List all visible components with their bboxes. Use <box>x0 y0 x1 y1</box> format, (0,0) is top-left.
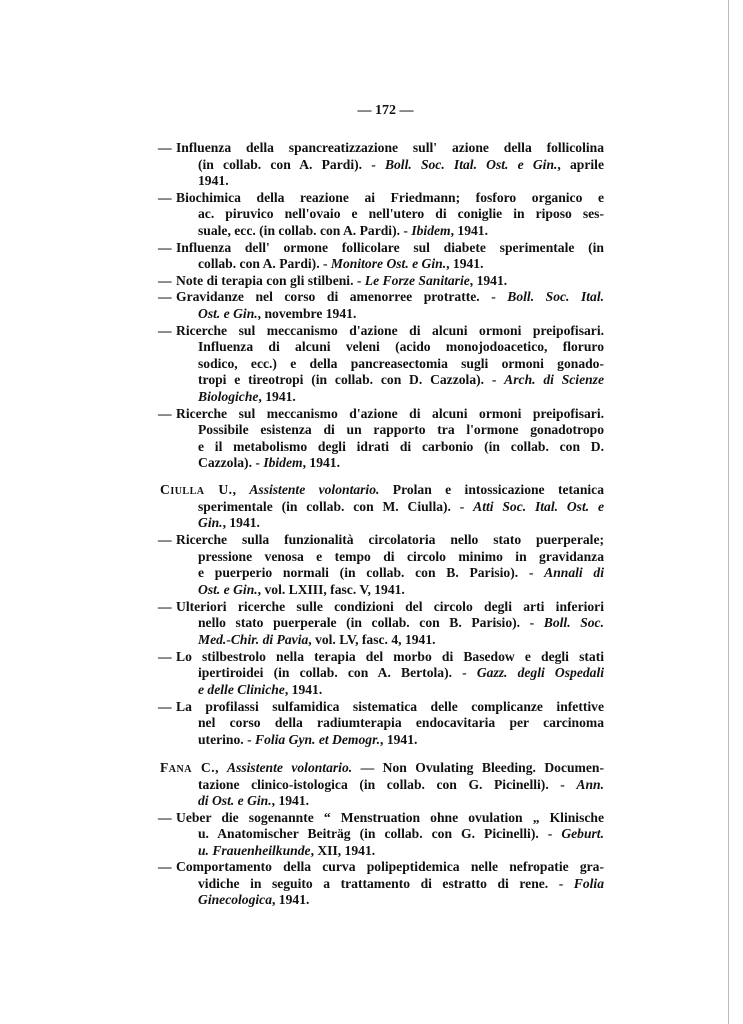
text-segment: Ricerche sul meccanismo d'azione di alcuni ormoni preipofisari. <box>176 405 604 421</box>
entry-line <box>198 223 604 239</box>
entry-line <box>198 422 604 438</box>
text-segment: Ricerche sulla funzionalità circolatoria nello stato puerperale; <box>176 532 604 547</box>
entry-line <box>198 206 604 222</box>
text-segment: Note di terapia con gli stilbeni. - <box>176 272 365 288</box>
text-segment: Possibile esistenza di un rapporto tra l'ormone gonadotropo <box>198 422 604 438</box>
text-segment: , 1941. <box>302 455 340 471</box>
journal-title: Monitore Ost. e Gin. <box>330 256 447 272</box>
entry-dash: — <box>158 189 172 205</box>
entry-line <box>198 372 604 388</box>
text-segment: , aprile <box>557 156 604 172</box>
text-segment: tropi e tireotropi (in collab. con D. Cazzola). - <box>198 372 505 388</box>
journal-title: Ann. <box>576 776 604 792</box>
journal-title: Boll. Soc. Ital. Ost. e Gin. <box>384 156 558 172</box>
entry-first-line <box>176 323 604 339</box>
entry-first-line <box>176 649 604 665</box>
entry-first-line <box>176 599 604 615</box>
journal-title: Gazz. degli Ospedali <box>476 665 605 681</box>
entry-line <box>198 682 604 698</box>
journal-title: Folia <box>573 875 604 891</box>
entry-first-line <box>176 240 604 256</box>
entry-line <box>198 777 604 793</box>
text-segment: vidiche in seguito a trattamento di estratto di rene. - <box>198 875 574 891</box>
text-segment: , 1941. <box>222 515 260 531</box>
entry-first-line <box>160 760 604 776</box>
entry-first-line <box>160 482 604 498</box>
entry-dash: — <box>158 859 172 874</box>
text-segment: , vol. LV, fasc. 4, 1941. <box>308 632 436 648</box>
text-segment: nello stato puerperale (in collab. con B. Parisio). - <box>198 615 544 631</box>
text-segment: — Non Ovulating Bleeding. Documen- <box>352 760 605 775</box>
text-segment: Cazzola). - <box>198 455 264 471</box>
text-segment: collab. con A. Pardi). - <box>198 256 331 272</box>
text-segment: uterino. - <box>198 732 256 748</box>
journal-title: Gin. <box>198 515 223 531</box>
journal-title: Ost. e Gin. <box>198 306 258 321</box>
text-segment: , <box>232 482 250 497</box>
entry-line <box>198 455 604 471</box>
text-segment: , novembre 1941. <box>257 306 357 321</box>
journal-title: Assistente volontario. <box>227 760 353 775</box>
text-segment: e il metabolismo degli idrati di carbonio (in collab. con D. <box>198 438 604 454</box>
journal-title: Boll. Soc. Ital. <box>507 289 604 305</box>
entry-line <box>198 582 604 598</box>
text-segment: Influenza della spancreatizzazione sull' azione della follicolina <box>176 140 604 155</box>
text-segment: (in collab. con A. Pardi). - <box>198 156 385 172</box>
journal-title: Geburt. <box>561 826 604 841</box>
entry-dash: — <box>158 809 172 825</box>
entry-line <box>198 256 604 272</box>
text-segment: suale, ecc. (in collab. con A. Pardi). - <box>198 223 412 238</box>
entry-line <box>198 632 604 648</box>
text-segment: tazione clinico-istologica (in collab. con G. Picinelli). - <box>198 776 577 792</box>
text-segment: , 1941. <box>469 272 508 288</box>
entry-line <box>198 356 604 372</box>
entry-dash: — <box>158 698 172 714</box>
journal-title: Le Forze Sanitarie <box>364 272 470 288</box>
text-segment: , XII, 1941. <box>310 842 376 858</box>
entry-line <box>198 173 604 189</box>
entry-line <box>198 549 604 565</box>
entry-first-line <box>176 289 604 305</box>
journal-title: Ibidem <box>263 455 303 471</box>
entry-first-line <box>176 532 604 548</box>
journal-title: Ibidem <box>411 223 451 238</box>
text-segment: , 1941. <box>450 223 488 238</box>
journal-title: Annali di <box>544 565 604 581</box>
entry-line <box>198 439 604 455</box>
text-segment: , <box>215 760 227 775</box>
entry-dash: — <box>158 322 172 338</box>
text-segment: Lo stilbestrolo nella terapia del morbo di Basedow e degli stati <box>176 648 604 664</box>
entry-first-line <box>176 140 604 156</box>
author-name: Fana C. <box>160 760 216 775</box>
entry-first-line <box>176 273 604 289</box>
entry-dash: — <box>158 140 172 155</box>
entry-line <box>198 876 604 892</box>
entry-line <box>198 615 604 631</box>
text-segment: pressione venosa e tempo di circolo minimo in gravidanza <box>198 548 604 564</box>
entry-line <box>198 157 604 173</box>
text-segment: sperimentale (in collab. con M. Ciulla). - <box>198 498 474 514</box>
entry-first-line <box>176 699 604 715</box>
entry-line <box>198 732 604 748</box>
entry-line <box>198 793 604 809</box>
text-segment: ac. piruvico nell'ovaio e nell'utero di coniglie in riposo ses- <box>198 206 604 222</box>
entry-line <box>198 843 604 859</box>
text-segment: e puerperio normali (in collab. con B. Parisio). - <box>198 565 545 581</box>
text-segment: 1941. <box>198 173 229 189</box>
text-segment: ipertiroidei (in collab. con A. Bertola). - <box>198 665 477 681</box>
entry-line <box>198 339 604 355</box>
journal-title: Biologiche <box>198 389 259 404</box>
entry-line <box>198 499 604 515</box>
text-segment: , 1941. <box>284 682 323 698</box>
text-segment: Prolan e intossicazione tetanica <box>379 482 605 497</box>
entry-line <box>198 565 604 581</box>
entry-line <box>198 892 604 908</box>
journal-title: Ginecologica <box>198 892 272 907</box>
text-segment: Ueber die sogenannte “ Menstruation ohne ovulation „ Klinische <box>176 809 604 825</box>
entry-line <box>198 826 604 842</box>
journal-title: Arch. di Scienze <box>504 372 604 388</box>
text-segment: , 1941. <box>446 256 484 272</box>
entry-dash: — <box>158 532 172 547</box>
text-segment: Influenza dell' ormone follicolare sul diabete sperimentale (in <box>176 239 604 255</box>
journal-title: Assistente volontario. <box>249 482 380 497</box>
entry-line <box>198 715 604 731</box>
journal-title: Boll. Soc. <box>543 615 604 631</box>
entry-line <box>198 306 604 322</box>
text-segment: , 1941. <box>258 389 296 404</box>
text-segment: , 1941. <box>380 732 418 748</box>
journal-title: Med.-Chir. di Pavia <box>198 632 309 648</box>
entry-dash: — <box>158 648 172 664</box>
text-segment: sodico, ecc.) e della pancreasectomia sugli ormoni gonado- <box>198 355 604 371</box>
page-number: — 172 — <box>357 103 414 118</box>
entry-first-line <box>176 859 604 875</box>
journal-title: Ost. e Gin. <box>198 582 258 598</box>
entry-first-line <box>176 190 604 206</box>
text-segment: , 1941. <box>271 793 310 808</box>
text-segment: , 1941. <box>272 892 310 907</box>
journal-title: Atti Soc. Ital. Ost. e <box>473 498 604 514</box>
text-segment: Influenza di alcuni veleni (acido monojodoacetico, floruro <box>198 339 604 355</box>
journal-title: u. Frauenheilkunde <box>198 842 311 858</box>
text-segment: La profilassi sulfamidica sistematica delle complicanze infettive <box>176 698 604 714</box>
text-segment: Gravidanze nel corso di amenorree protratte. - <box>176 289 508 305</box>
entry-dash: — <box>158 405 172 421</box>
entry-dash: — <box>158 239 172 255</box>
text-segment: Biochimica della reazione ai Friedmann; fosforo organico e <box>176 189 604 205</box>
text-segment: Comportamento della curva polipeptidemica nelle nefropatie gra- <box>176 859 604 874</box>
entry-line <box>198 515 604 531</box>
entry-line <box>198 389 604 405</box>
entry-first-line <box>176 406 604 422</box>
journal-title: e delle Cliniche <box>198 682 285 698</box>
text-segment: , vol. LXIII, fasc. V, 1941. <box>257 582 405 598</box>
entry-first-line <box>176 810 604 826</box>
text-segment: Ulteriori ricerche sulle condizioni del circolo degli arti inferiori <box>176 598 604 614</box>
scan-edge <box>728 0 729 1024</box>
text-segment: Ricerche sul meccanismo d'azione di alcuni ormoni preipofisari. <box>176 322 604 338</box>
entry-dash: — <box>158 272 172 288</box>
journal-title: di Ost. e Gin. <box>198 793 272 808</box>
entry-dash: — <box>158 598 172 614</box>
entry-line <box>198 665 604 681</box>
journal-title: Folia Gyn. et Demogr. <box>255 732 381 748</box>
entry-dash: — <box>158 289 172 305</box>
text-segment: nel corso della radiumterapia endocavitaria per carcinoma <box>198 715 604 731</box>
text-segment: u. Anatomischer Beiträg (in collab. con G. Picinelli). - <box>198 826 562 841</box>
author-name: Ciulla U. <box>160 482 233 497</box>
